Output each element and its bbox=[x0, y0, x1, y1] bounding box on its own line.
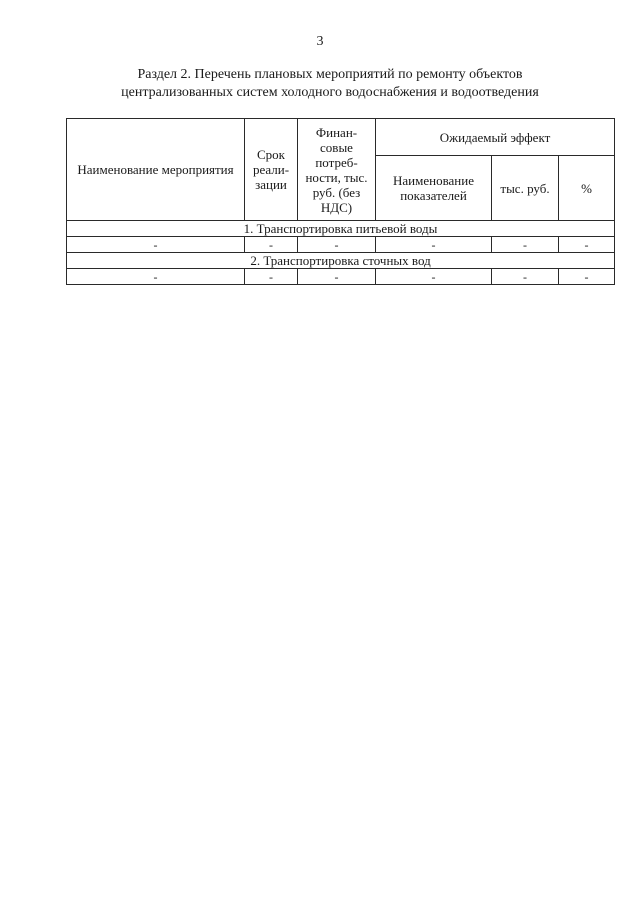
table-cell: - bbox=[245, 269, 298, 285]
table-cell: - bbox=[67, 269, 245, 285]
header-term: Срок реали-зации bbox=[245, 119, 298, 221]
table-cell: - bbox=[67, 237, 245, 253]
table-row bbox=[67, 269, 615, 285]
table-cell: - bbox=[298, 269, 376, 285]
header-indicator-name: Наименование показателей bbox=[376, 156, 492, 221]
table-cell: - bbox=[559, 269, 615, 285]
table-cell: - bbox=[559, 237, 615, 253]
table-cell: - bbox=[376, 269, 492, 285]
header-percent: % bbox=[559, 156, 615, 221]
table-cell: - bbox=[492, 269, 559, 285]
section-title bbox=[60, 66, 600, 102]
header-thousand-rub: тыс. руб. bbox=[492, 156, 559, 221]
section-heading-drinking-water: 1. Транспортировка питьевой воды bbox=[67, 221, 615, 237]
section-title-line-1: Раздел 2. Перечень плановых мероприятий по ремонту объектов bbox=[137, 67, 523, 82]
table-cell: - bbox=[298, 237, 376, 253]
header-expected-effect: Ожидаемый эффект bbox=[376, 119, 615, 156]
table-cell: - bbox=[492, 237, 559, 253]
measures-table bbox=[66, 118, 615, 285]
header-measure-name: Наименование мероприятия bbox=[67, 119, 245, 221]
table-cell: - bbox=[376, 237, 492, 253]
table-cell: - bbox=[245, 237, 298, 253]
section-title-line-2: централизованных систем холодного водоснабжения и водоотведения bbox=[121, 85, 539, 100]
page-number: 3 bbox=[316, 34, 324, 49]
section-heading-wastewater: 2. Транспортировка сточных вод bbox=[67, 253, 615, 269]
table-row bbox=[67, 237, 615, 253]
header-financial-needs: Финан-совые потреб-ности, тыс. руб. (без НДС) bbox=[298, 119, 376, 221]
